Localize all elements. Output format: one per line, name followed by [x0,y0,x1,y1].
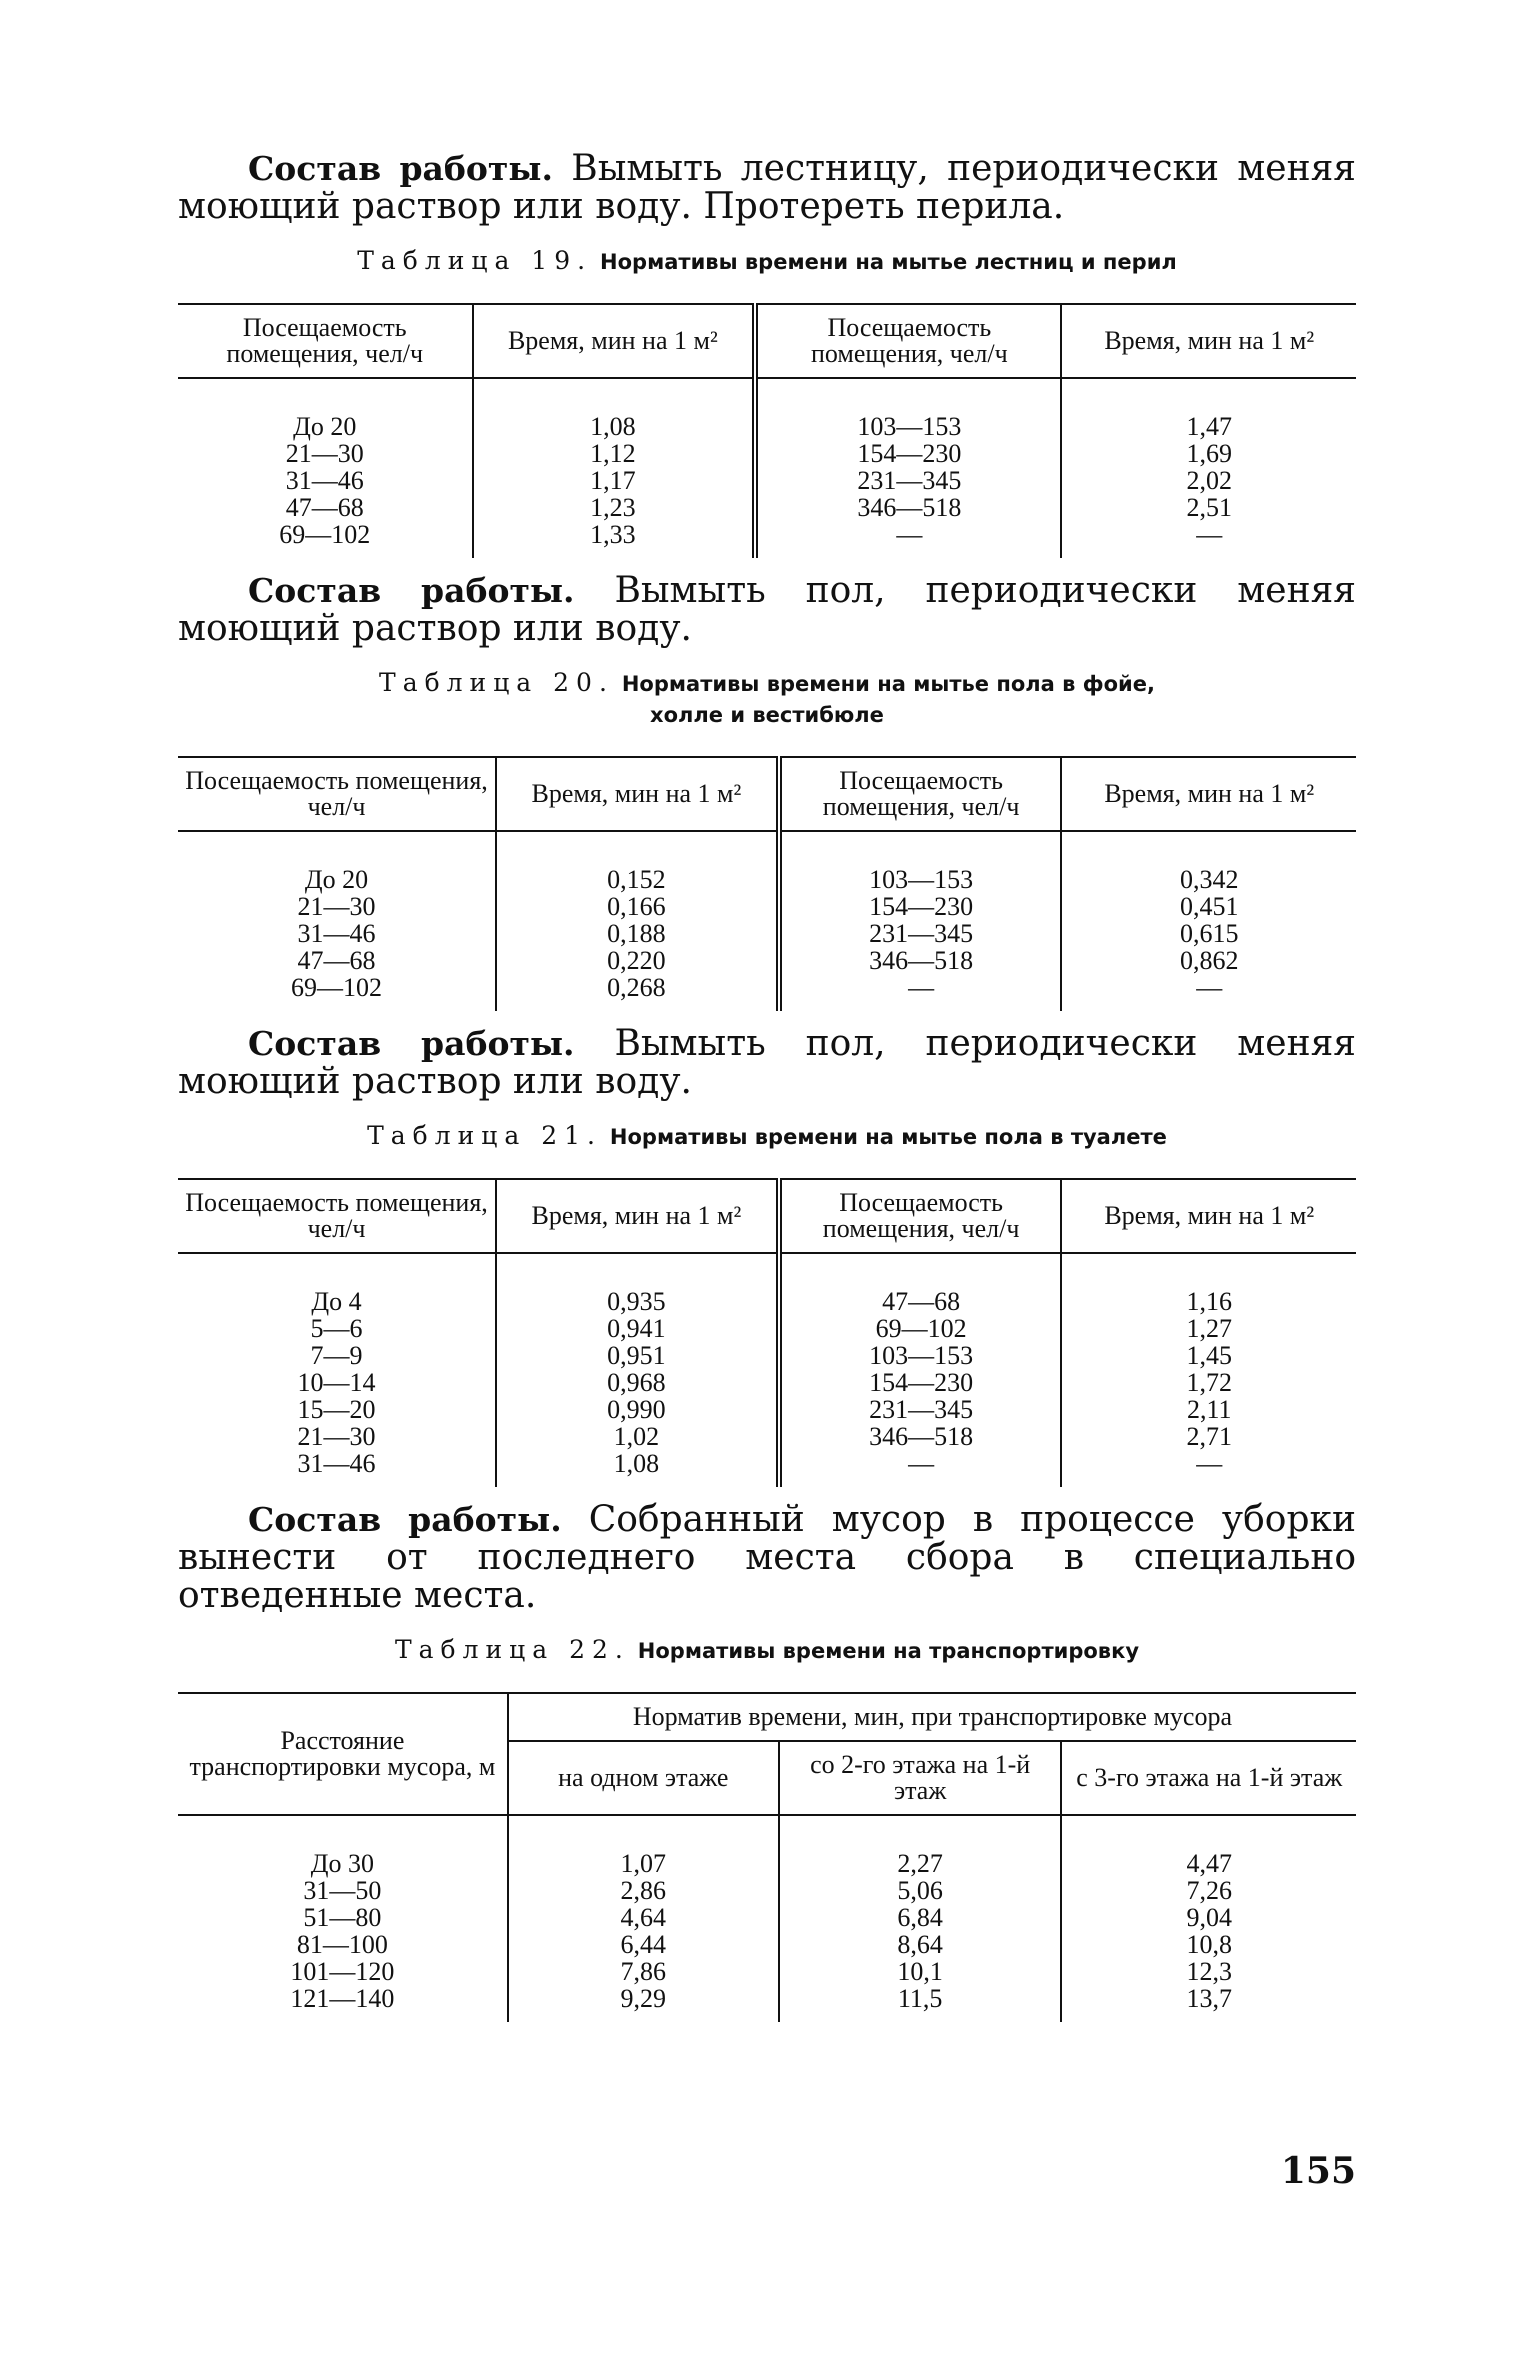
table-cell: 1,33 [473,521,756,558]
table-20-caption [178,668,1356,730]
table-cell: 51—80 [303,1903,382,1932]
table-19-caption [178,246,1356,277]
table-cell: 7,86 [508,1958,779,1985]
table-21 [178,1178,1356,1487]
table-19 [178,303,1356,558]
table-row [178,521,1356,558]
work-description-lead: Состав работы. [248,1500,562,1539]
table-cell: 21—30 [297,1422,376,1451]
table-cell: 2,11 [1061,1396,1356,1423]
table-cell: 1,02 [496,1423,779,1450]
work-description-3 [178,1025,1356,1101]
table-cell: 4,64 [508,1904,779,1931]
table-row [178,974,1356,1011]
work-description-lead: Состав работы. [248,571,575,610]
table-cell: До 4 [311,1287,362,1316]
table-19-header: Посещаемость помещения, чел/ч [178,304,473,378]
table-cell: 69—102 [779,1315,1062,1342]
work-description-text: Собранный мусор в процессе уборки вынести от последнего места сбора в специально отведенные места. [178,1499,1356,1616]
table-cell: — [1061,521,1356,558]
work-description-text: Вымыть лестницу, периодически меняя моющий раствор или воду. Протереть перила. [178,148,1356,227]
table-cell: 7,26 [1061,1877,1356,1904]
table-cell: 69—102 [291,973,383,1002]
table-cell: 1,16 [1061,1253,1356,1315]
table-cell: 0,268 [496,974,779,1011]
table-cell: 154—230 [779,1369,1062,1396]
table-19-header: Время, мин на 1 м² [473,304,756,378]
table-cell: 0,935 [496,1253,779,1315]
table-cell: 10,1 [779,1958,1062,1985]
table-cell: До 20 [304,865,369,894]
table-cell: 47—68 [779,1253,1062,1315]
table-cell: 69—102 [279,520,371,549]
table-cell: 1,17 [473,467,756,494]
table-row [178,1396,1356,1423]
table-20-prefix: Таблица 20. [379,668,614,697]
work-description-lead: Состав работы. [248,149,553,188]
table-cell: 0,166 [496,893,779,920]
table-cell: 1,45 [1061,1342,1356,1369]
table-cell: 0,990 [496,1396,779,1423]
table-22-header-distance: Расстояние транспортировки мусора, м [178,1693,508,1815]
table-cell: 1,27 [1061,1315,1356,1342]
table-19-header: Время, мин на 1 м² [1061,304,1356,378]
table-cell: 1,08 [496,1450,779,1487]
table-19-prefix: Таблица 19. [357,246,593,275]
table-cell: — [755,521,1061,558]
table-22-caption [178,1635,1356,1666]
table-22-title: Нормативы времени на транспортировку [637,1639,1140,1663]
table-cell: 31—46 [297,1449,376,1478]
table-21-title: Нормативы времени на мытье пола в туалете [609,1125,1167,1149]
table-20-header: Время, мин на 1 м² [496,757,779,831]
table-cell: 21—30 [285,439,364,468]
table-cell: До 20 [293,412,357,441]
page-number: 155 [1280,2150,1356,2192]
table-row [178,467,1356,494]
table-cell: 10—14 [297,1368,376,1397]
work-description-lead: Состав работы. [248,1024,575,1063]
table-cell: 0,188 [496,920,779,947]
table-cell: 346—518 [755,494,1061,521]
table-row [178,1985,1356,2022]
table-cell: 1,07 [508,1815,779,1877]
table-cell: 1,12 [473,440,756,467]
table-20-title-line1: Нормативы времени на мытье пола в фойе, [621,672,1155,696]
table-cell: 0,862 [1061,947,1356,974]
table-cell: 0,968 [496,1369,779,1396]
table-cell: 9,04 [1061,1904,1356,1931]
table-row [178,1815,1356,1877]
table-row [178,893,1356,920]
table-row [178,1931,1356,1958]
table-cell: 154—230 [755,440,1061,467]
table-cell: 0,220 [496,947,779,974]
work-description-1 [178,150,1356,226]
table-row [178,831,1356,893]
table-21-header: Время, мин на 1 м² [496,1179,779,1253]
work-description-4 [178,1501,1356,1615]
table-cell: 103—153 [779,1342,1062,1369]
table-cell: 31—46 [285,466,364,495]
table-cell: 0,451 [1061,893,1356,920]
table-cell: 0,951 [496,1342,779,1369]
table-row [178,1253,1356,1315]
table-row [178,1315,1356,1342]
table-cell: 101—120 [290,1957,395,1986]
table-cell: — [779,1450,1062,1487]
table-cell: 1,47 [1061,378,1356,440]
table-21-header: Время, мин на 1 м² [1061,1179,1356,1253]
table-row [178,1369,1356,1396]
table-row [178,947,1356,974]
table-cell: 5—6 [310,1314,363,1343]
table-cell: 1,08 [473,378,756,440]
table-cell: — [1061,974,1356,1011]
table-cell: 346—518 [779,947,1062,974]
table-19-header: Посещаемость помещения, чел/ч [755,304,1061,378]
table-cell: 4,47 [1061,1815,1356,1877]
table-row [178,378,1356,440]
table-cell: 21—30 [297,892,376,921]
table-cell: 10,8 [1061,1931,1356,1958]
table-row [178,1958,1356,1985]
table-20-header: Посещаемость помещения, чел/ч [779,757,1062,831]
table-20-header: Время, мин на 1 м² [1061,757,1356,831]
table-cell: 0,152 [496,831,779,893]
table-cell: 1,23 [473,494,756,521]
table-cell: 2,51 [1061,494,1356,521]
table-20-header: Посещаемость помещения, чел/ч [178,757,496,831]
table-22-subheader: с 3-го этажа на 1-й этаж [1061,1741,1356,1815]
work-description-text: Вымыть пол, периодически меняя моющий раствор или воду. [178,1023,1356,1102]
table-cell: 1,72 [1061,1369,1356,1396]
table-cell: 2,27 [779,1815,1062,1877]
page-content [178,150,1356,2022]
table-cell: 31—46 [297,919,376,948]
table-cell: 11,5 [779,1985,1062,2022]
table-cell: 103—153 [755,378,1061,440]
table-cell: 121—140 [290,1984,395,2013]
table-row [178,494,1356,521]
table-cell: — [779,974,1062,1011]
table-cell: 6,44 [508,1931,779,1958]
table-cell: 103—153 [779,831,1062,893]
table-cell: 154—230 [779,893,1062,920]
table-row [178,1877,1356,1904]
table-cell: 81—100 [296,1930,388,1959]
table-cell: 0,342 [1061,831,1356,893]
table-row [178,440,1356,467]
table-21-caption [178,1121,1356,1152]
table-20-title-line2: холле и вестибюле [650,703,884,727]
table-cell: 15—20 [297,1395,376,1424]
table-cell: 8,64 [779,1931,1062,1958]
table-cell: 6,84 [779,1904,1062,1931]
table-cell: 47—68 [285,493,364,522]
table-cell: 13,7 [1061,1985,1356,2022]
table-21-header: Посещаемость помещения, чел/ч [178,1179,496,1253]
table-20 [178,756,1356,1011]
table-21-prefix: Таблица 21. [367,1121,602,1150]
table-cell: 231—345 [779,1396,1062,1423]
table-cell: 9,29 [508,1985,779,2022]
table-row [178,920,1356,947]
table-22-subheader: со 2-го этажа на 1-й этаж [779,1741,1062,1815]
work-description-2 [178,572,1356,648]
table-row [178,1904,1356,1931]
table-cell: 1,69 [1061,440,1356,467]
table-22-header-group: Норматив времени, мин, при транспортировке мусора [508,1693,1356,1741]
table-cell: 346—518 [779,1423,1062,1450]
table-cell: 12,3 [1061,1958,1356,1985]
work-description-text: Вымыть пол, периодически меняя моющий раствор или воду. [178,570,1356,649]
table-22-subheader: на одном этаже [508,1741,779,1815]
table-22 [178,1692,1356,2022]
table-cell: 231—345 [779,920,1062,947]
table-cell: 0,615 [1061,920,1356,947]
table-cell: 2,02 [1061,467,1356,494]
table-cell: 5,06 [779,1877,1062,1904]
table-cell: 2,71 [1061,1423,1356,1450]
table-21-header: Посещаемость помещения, чел/ч [779,1179,1062,1253]
table-row [178,1450,1356,1487]
table-cell: 0,941 [496,1315,779,1342]
table-row [178,1423,1356,1450]
table-cell: До 30 [310,1849,375,1878]
table-row [178,1342,1356,1369]
table-cell: 31—50 [303,1876,382,1905]
table-cell: 47—68 [297,946,376,975]
table-22-prefix: Таблица 22. [394,1635,630,1664]
table-cell: 2,86 [508,1877,779,1904]
table-cell: — [1061,1450,1356,1487]
table-19-title: Нормативы времени на мытье лестниц и перил [600,250,1177,274]
table-cell: 7—9 [310,1341,363,1370]
table-cell: 231—345 [755,467,1061,494]
